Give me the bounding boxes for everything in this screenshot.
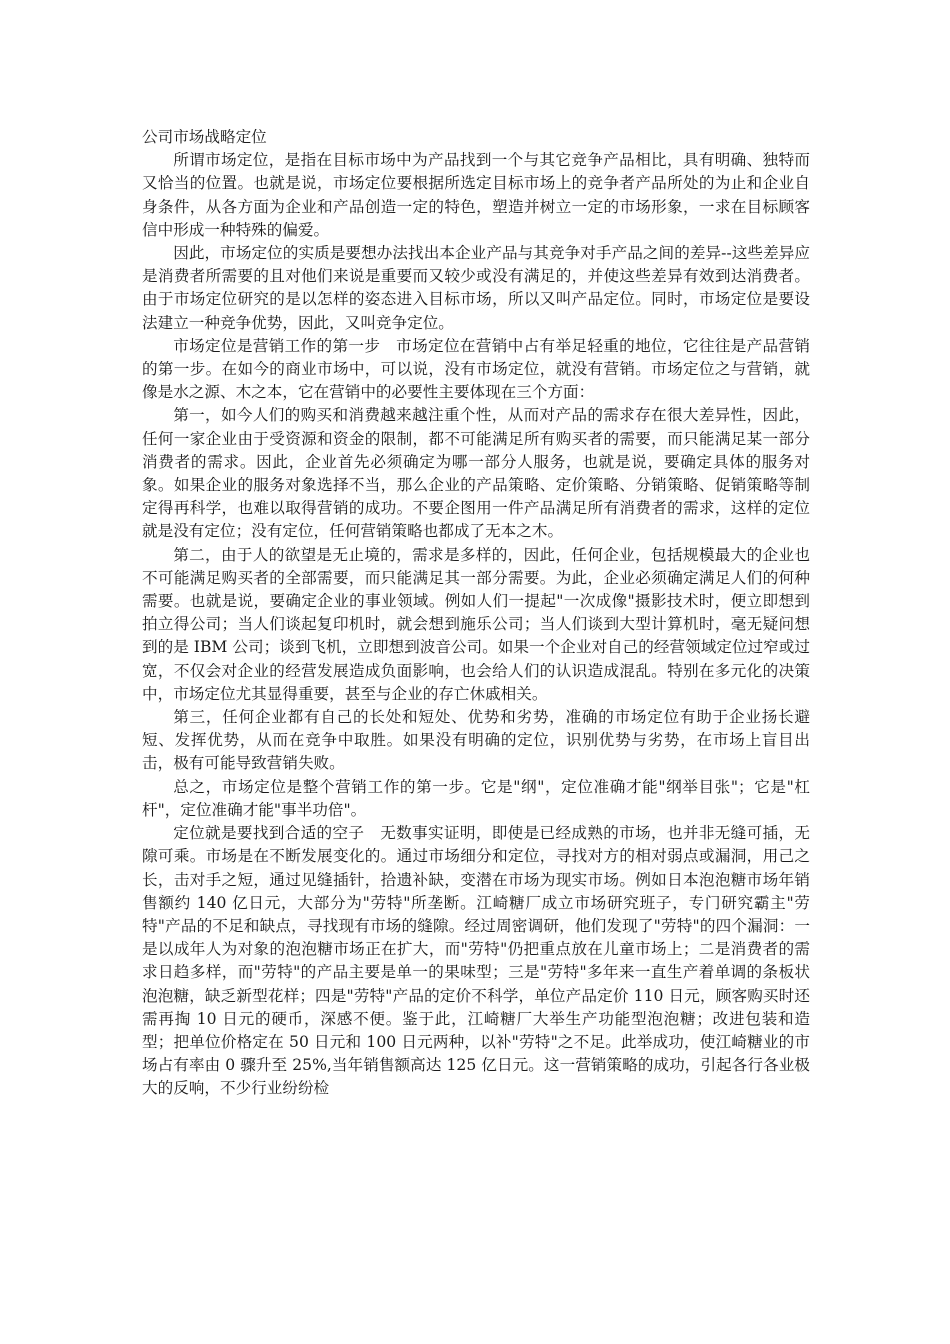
document-title: 公司市场战略定位 [142, 128, 267, 146]
paragraph-4: 第一，如今人们的购买和消费越来越注重个性，从而对产品的需求存在很大差异性，因此，任何一家企业由于受资源和资金的限制，都不可能满足所有购买者的需要，而只能满足某一部分消费者的需求。因此，企业首先必须确定为哪一部分人服务，也就是说，要确定具体的服务对象。如果企业的服务对象选择不当，那么企业的产品策略、定价策略、分销策略、促销策略等制定得再科学，也难以取得营销的成功。不要企图用一件产品满足所有消费者的需求，这样的定位就是没有定位；没有定位，任何营销策略也都成了无本之木。 [142, 406, 810, 541]
paragraph-6: 第三，任何企业都有自己的长处和短处、优势和劣势，准确的市场定位有助于企业扬长避短、发挥优势，从而在竞争中取胜。如果没有明确的定位，识别优势与劣势，在市场上盲目出击，极有可能导致营销失败。 [142, 708, 810, 773]
paragraph-7: 总之，市场定位是整个营销工作的第一步。它是"纲"，定位准确才能"纲举目张"；它是"杠杆"，定位准确才能"事半功倍"。 [142, 777, 810, 819]
paragraph-2: 因此，市场定位的实质是要想办法找出本企业产品与其竞争对手产品之间的差异--这些差异应是消费者所需要的且对他们来说是重要而又较少或没有满足的，并使这些差异有效到达消费者。由于市场定位研究的是以怎样的姿态进入目标市场，所以又叫产品定位。同时，市场定位是要设法建立一种竞争优势，因此，又叫竞争定位。 [142, 244, 810, 332]
paragraph-8: 定位就是要找到合适的空子 无数事实证明，即使是已经成熟的市场，也并非无缝可插，无隙可乘。市场是在不断发展变化的。通过市场细分和定位，寻找对方的相对弱点或漏洞，用己之长，击对手之短，通过见缝插针，拾遗补缺，变潜在市场为现实市场。例如日本泡泡糖市场年销售额约 140 亿日元，大部分为"劳特"所垄断。江崎糖厂成立市场研究班子，专门研究霸主"劳特"产品的不足和缺点，寻找现有市场的缝隙。经过周密调研，他们发现了"劳特"的四个漏洞：一是以成年人为对象的泡泡糖市场正在扩大，而"劳特"仍把重点放在儿童市场上；二是消费者的需求日趋多样，而"劳特"的产品主要是单一的果味型；三是"劳特"多年来一直生产着单调的条板状泡泡糖，缺乏新型花样；四是"劳特"产品的定价不科学，单位产品定价 110 日元，顾客购买时还需再掏 10 日元的硬币，深感不便。鉴于此，江崎糖厂大举生产功能型泡泡糖；改进包装和造型；把单位价格定在 50 日元和 100 日元两种，以补"劳特"之不足。此举成功，使江崎糖业的市场占有率由 0 骤升至 25%,当年销售额高达 125 亿日元。这一营销策略的成功，引起各行各业极大的反响，不少行业纷纷检 [142, 824, 810, 1098]
paragraph-5: 第二，由于人的欲望是无止境的，需求是多样的，因此，任何企业，包括规模最大的企业也不可能满足购买者的全部需要，而只能满足其一部分需要。为此，企业必须确定满足人们的何种需要。也就是说，要确定企业的事业领域。例如人们一提起"一次成像"摄影技术时，便立即想到拍立得公司；当人们谈起复印机时，就会想到施乐公司；当人们谈到大型计算机时，毫无疑问想到的是 IBM 公司；谈到飞机，立即想到波音公司。如果一个企业对自己的经营领域定位过窄或过宽，不仅会对企业的经营发展造成负面影响，也会给人们的认识造成混乱。特别在多元化的决策中，市场定位尤其显得重要，甚至与企业的存亡休戚相关。 [142, 545, 810, 703]
paragraph-3: 市场定位是营销工作的第一步 市场定位在营销中占有举足轻重的地位，它往往是产品营销的第一步。在如今的商业市场中，可以说，没有市场定位，就没有营销。市场定位之与营销，就像是水之源、木之本，它在营销中的必要性主要体现在三个方面： [142, 336, 810, 402]
document-page [142, 126, 810, 1101]
paragraph-1: 所谓市场定位，是指在目标市场中为产品找到一个与其它竞争产品相比，具有明确、独特而又恰当的位置。也就是说，市场定位要根据所选定目标市场上的竞争者产品所处的为止和企业自身条件，从各方面为企业和产品创造一定的特色，塑造并树立一定的市场形象，一求在目标顾客信中形成一种特殊的偏爱。 [142, 151, 810, 239]
